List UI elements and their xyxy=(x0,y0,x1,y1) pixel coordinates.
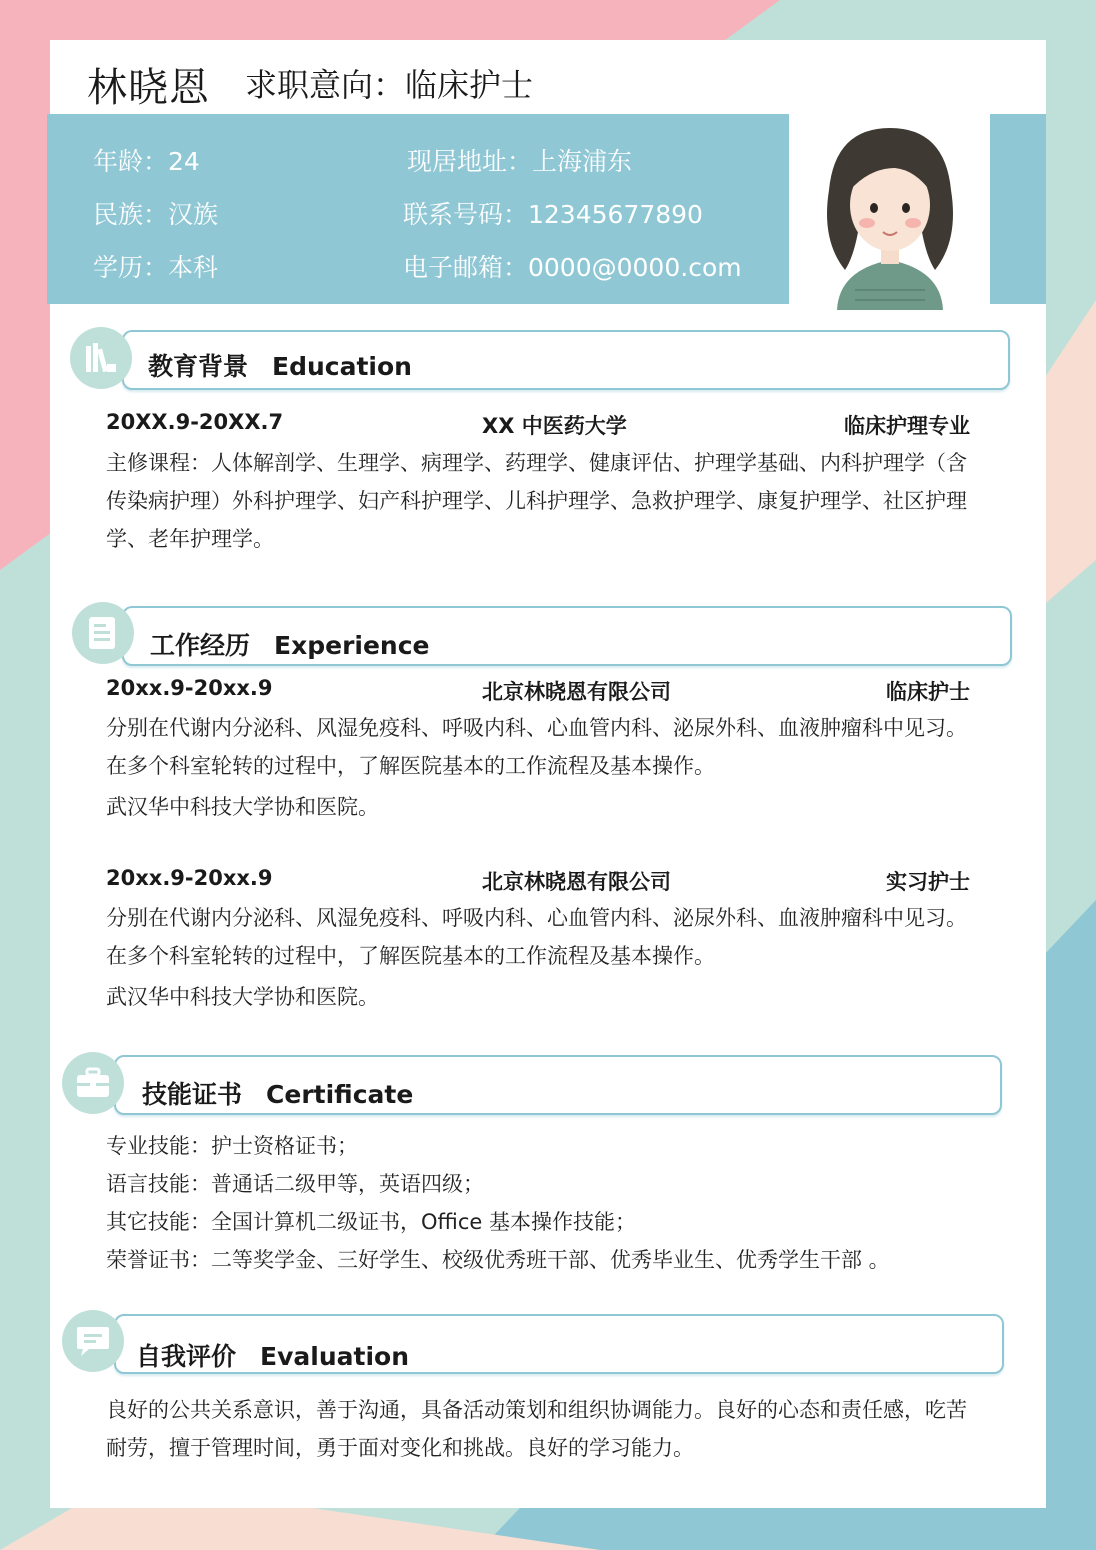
books-icon xyxy=(83,340,119,376)
certificate-icon-badge xyxy=(62,1052,124,1114)
experience-1-desc: 分别在代谢内分泌科、风湿免疫科、呼吸内科、心血管内科、泌尿外科、血液肿瘤科中见习。在多个科室轮转的过程中，了解医院基本的工作流程及基本操作。 xyxy=(106,716,967,778)
education-title-cn: 教育背景 xyxy=(148,352,249,381)
info-age: 年龄：24 xyxy=(93,147,200,176)
certificate-line-1: 专业技能：护士资格证书； xyxy=(106,1134,358,1158)
experience-1-place: 武汉华中科技大学协和医院。 xyxy=(106,795,379,819)
education-title xyxy=(148,347,412,383)
experience-title-cn: 工作经历 xyxy=(150,631,251,660)
avatar xyxy=(815,120,965,310)
evaluation-icon-badge xyxy=(62,1310,124,1372)
info-band-accent xyxy=(990,114,1046,304)
job-intent: 求职意向：临床护士 xyxy=(245,66,534,104)
evaluation-title-en: Evaluation xyxy=(260,1342,409,1371)
info-address: 现居地址：上海浦东 xyxy=(407,147,633,176)
experience-title-en: Experience xyxy=(274,631,430,660)
experience-icon-badge xyxy=(72,602,134,664)
info-education: 学历：本科 xyxy=(93,253,219,282)
certificate-title xyxy=(142,1075,413,1111)
experience-title xyxy=(150,626,430,662)
chat-bubble-icon xyxy=(75,1323,111,1359)
document-icon xyxy=(85,615,121,651)
experience-2-place: 武汉华中科技大学协和医院。 xyxy=(106,985,379,1009)
evaluation-title-cn: 自我评价 xyxy=(136,1342,237,1371)
resume-page xyxy=(50,40,1046,1508)
candidate-name: 林晓恩 xyxy=(87,65,210,111)
experience-2-role: 实习护士 xyxy=(886,870,970,894)
certificate-title-cn: 技能证书 xyxy=(142,1080,243,1109)
certificate-line-3: 其它技能：全国计算机二级证书，Office 基本操作技能； xyxy=(106,1210,636,1234)
info-ethnicity: 民族：汉族 xyxy=(93,200,219,229)
experience-2-company: 北京林晓恩有限公司 xyxy=(482,870,671,894)
certificate-title-en: Certificate xyxy=(266,1080,414,1109)
education-major: 临床护理专业 xyxy=(844,414,970,438)
info-email: 电子邮箱：0000@0000.com xyxy=(403,253,742,282)
education-period: 20XX.9-20XX.7 xyxy=(106,410,284,434)
education-row xyxy=(106,410,970,440)
briefcase-icon xyxy=(75,1065,111,1101)
experience-row-2 xyxy=(106,866,970,896)
experience-1-role: 临床护士 xyxy=(886,680,970,704)
certificate-line-4: 荣誉证书：二等奖学金、三好学生、校级优秀班干部、优秀毕业生、优秀学生干部 。 xyxy=(106,1248,890,1272)
education-icon-badge xyxy=(70,327,132,389)
experience-2-desc: 分别在代谢内分泌科、风湿免疫科、呼吸内科、心血管内科、泌尿外科、血液肿瘤科中见习。在多个科室轮转的过程中，了解医院基本的工作流程及基本操作。 xyxy=(106,906,967,968)
certificate-line-2: 语言技能：普通话二级甲等，英语四级； xyxy=(106,1172,484,1196)
education-courses: 主修课程：人体解剖学、生理学、病理学、药理学、健康评估、护理学基础、内科护理学（含传染病护理）外科护理学、妇产科护理学、儿科护理学、急救护理学、康复护理学、社区护理学、老年护理学。 xyxy=(106,451,967,551)
evaluation-text: 良好的公共关系意识，善于沟通，具备活动策划和组织协调能力。良好的心态和责任感，吃苦耐劳，擅于管理时间，勇于面对变化和挑战。良好的学习能力。 xyxy=(106,1398,967,1460)
experience-row-1 xyxy=(106,676,970,706)
evaluation-title xyxy=(136,1337,409,1373)
info-band xyxy=(47,114,789,304)
education-school: XX 中医药大学 xyxy=(482,414,627,438)
experience-1-period: 20xx.9-20xx.9 xyxy=(106,676,273,700)
education-title-en: Education xyxy=(272,352,412,381)
experience-2-period: 20xx.9-20xx.9 xyxy=(106,866,273,890)
info-phone: 联系号码：12345677890 xyxy=(403,200,703,229)
experience-1-company: 北京林晓恩有限公司 xyxy=(482,680,671,704)
